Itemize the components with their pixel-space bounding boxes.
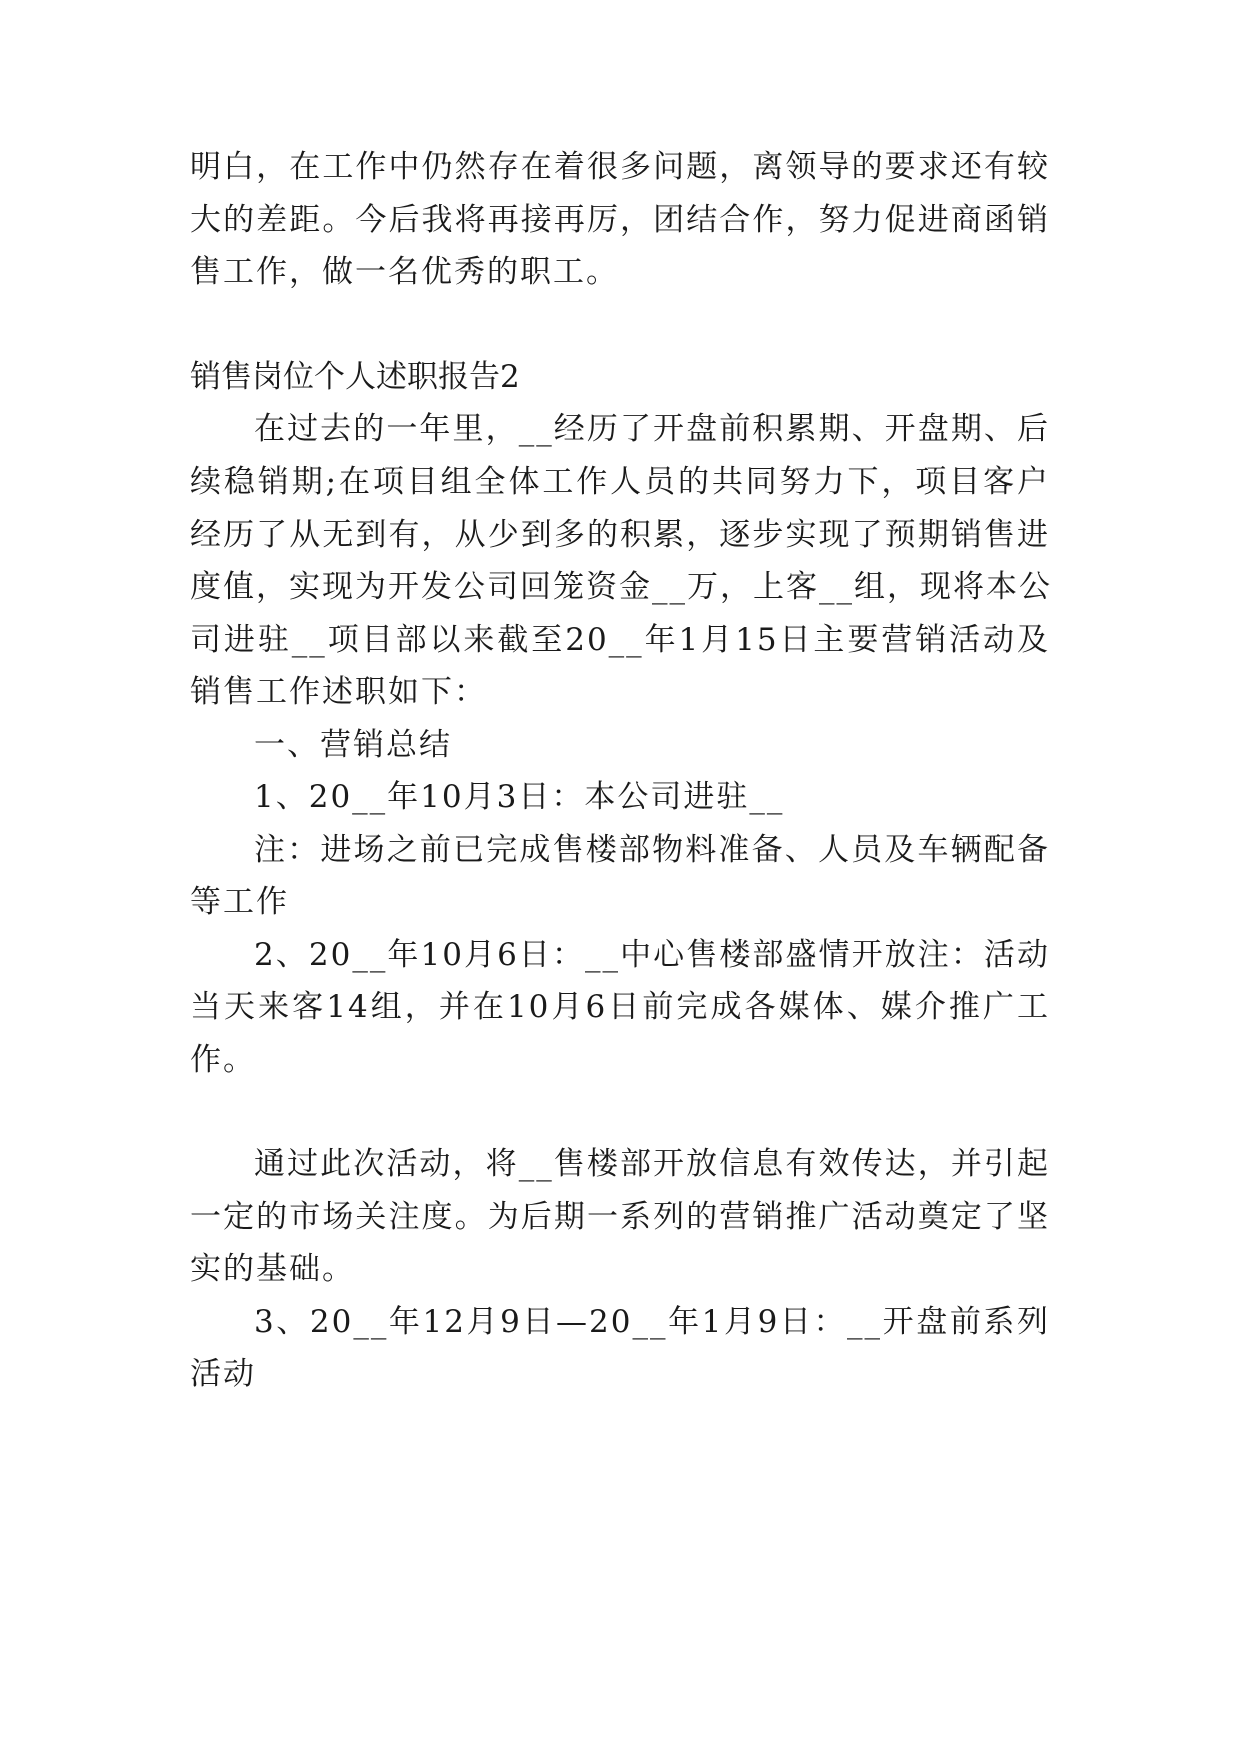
body-text-line: 大的差距。今后我将再接再厉，团结合作，努力促进商函销: [190, 202, 1050, 238]
body-text-line: 当天来客14组，并在10月6日前完成各媒体、媒介推广工: [190, 989, 1050, 1025]
body-text-line: 续稳销期;在项目组全体工作人员的共同努力下，项目客户: [190, 464, 1050, 500]
section-heading: 销售岗位个人述职报告2: [190, 359, 520, 395]
body-text-line: 经历了从无到有，从少到多的积累，逐步实现了预期销售进: [190, 517, 1050, 553]
body-text-line: 在过去的一年里，__经历了开盘前积累期、开盘期、后: [254, 411, 1050, 447]
list-item: 1、20__年10月3日：本公司进驻__: [254, 779, 785, 815]
list-item: 3、20__年12月9日—20__年1月9日：__开盘前系列: [254, 1304, 1050, 1340]
body-text-line: 一定的市场关注度。为后期一系列的营销推广活动奠定了坚: [190, 1199, 1050, 1235]
body-text-line: 明白，在工作中仍然存在着很多问题，离领导的要求还有较: [190, 149, 1050, 185]
subsection-heading: 一、营销总结: [254, 727, 452, 763]
body-text-line: 度值，实现为开发公司回笼资金__万，上客__组，现将本公: [190, 569, 1052, 605]
body-text-line: 司进驻__项目部以来截至20__年1月15日主要营销活动及: [190, 622, 1050, 658]
body-text-line: 销售工作述职如下：: [190, 674, 487, 710]
body-text-line: 作。: [190, 1042, 256, 1078]
list-item: 2、20__年10月6日：__中心售楼部盛情开放注：活动: [254, 937, 1050, 973]
document-page: [190, 0, 1050, 1754]
note-text-line: 等工作: [190, 884, 289, 920]
body-text-line: 通过此次活动，将__售楼部开放信息有效传达，并引起: [254, 1146, 1050, 1182]
note-text-line: 注：进场之前已完成售楼部物料准备、人员及车辆配备: [254, 832, 1050, 868]
body-text-line: 活动: [190, 1356, 256, 1392]
body-text-line: 实的基础。: [190, 1251, 355, 1287]
body-text-line: 售工作，做一名优秀的职工。: [190, 254, 619, 290]
